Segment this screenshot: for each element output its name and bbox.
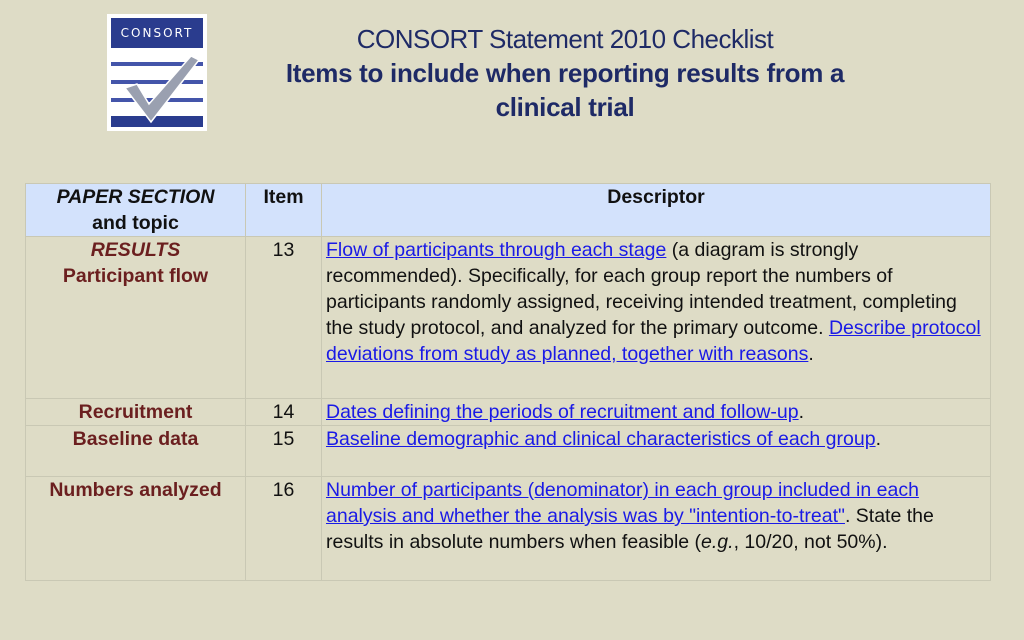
table-row bbox=[26, 426, 991, 477]
item-number: 14 bbox=[246, 399, 322, 426]
descriptor-italic: e.g. bbox=[701, 531, 734, 553]
section-topic: Participant flow bbox=[62, 265, 209, 287]
header-section-rest: and topic bbox=[92, 212, 179, 234]
header-section bbox=[26, 184, 246, 237]
descriptor-text: . bbox=[875, 428, 881, 450]
descriptor-text: , 10/20, not 50%). bbox=[733, 531, 888, 553]
table-row bbox=[26, 399, 991, 426]
table-row bbox=[26, 477, 991, 581]
descriptor-cell bbox=[322, 477, 991, 581]
header-item: Item bbox=[246, 184, 322, 237]
section-topic: Baseline data bbox=[26, 426, 246, 477]
item-number: 16 bbox=[246, 477, 322, 581]
descriptor-cell bbox=[322, 237, 991, 399]
descriptor-text: . State the results in absolute numbers when feasible ( bbox=[326, 505, 934, 553]
checklist-table bbox=[25, 183, 991, 581]
table-row bbox=[26, 237, 991, 399]
section-topic: Recruitment bbox=[26, 399, 246, 426]
section-heading: RESULTS bbox=[90, 239, 181, 261]
descriptor-text: . bbox=[808, 343, 814, 365]
title-sub-line2: clinical trial bbox=[495, 92, 635, 122]
title-main: CONSORT Statement 2010 Checklist bbox=[356, 24, 774, 54]
consort-logo bbox=[107, 14, 207, 131]
descriptor-cell bbox=[322, 399, 991, 426]
header-descriptor: Descriptor bbox=[322, 184, 991, 237]
descriptor-link[interactable]: Dates defining the periods of recruitment and follow-up bbox=[326, 401, 799, 423]
page-title bbox=[200, 22, 930, 124]
item-number: 15 bbox=[246, 426, 322, 477]
descriptor-text: . bbox=[798, 401, 805, 423]
consort-logo-panel bbox=[111, 18, 203, 127]
descriptor-link[interactable]: Baseline demographic and clinical characteristics of each group bbox=[326, 428, 876, 450]
section-cell bbox=[26, 237, 246, 399]
title-sub-line1: Items to include when reporting results from a bbox=[285, 58, 845, 88]
table-header-row bbox=[26, 184, 991, 237]
header-section-italic: PAPER SECTION bbox=[56, 186, 215, 208]
descriptor-link[interactable]: Flow of participants through each stage bbox=[326, 239, 667, 261]
item-number: 13 bbox=[246, 237, 322, 399]
section-topic: Numbers analyzed bbox=[26, 477, 246, 581]
logo-wordmark: CONSORT bbox=[120, 26, 194, 40]
descriptor-link[interactable]: Number of participants (denominator) in each group included in each analysis and whether the analysis was by "intention-to-treat" bbox=[326, 479, 919, 527]
descriptor-link[interactable]: Describe protocol deviations from study as planned, together with reasons bbox=[326, 317, 981, 365]
descriptor-text: (a diagram is strongly recommended). Specifically, for each group report the numbers of participants randomly assigned, receiving intended treatment, completing the study protocol, and analyzed for the primary outcome. bbox=[326, 239, 957, 339]
descriptor-cell bbox=[322, 426, 991, 477]
